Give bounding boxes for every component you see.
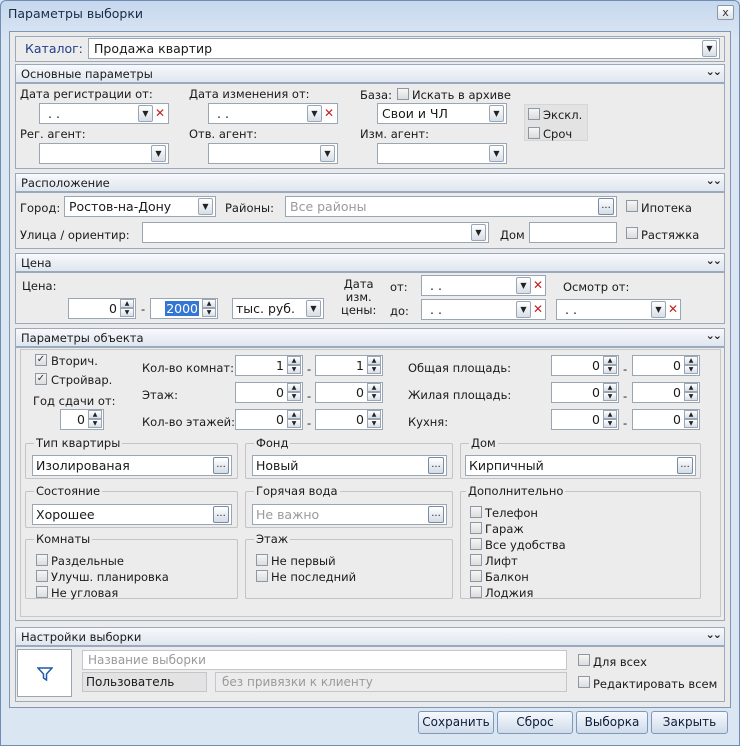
close-button[interactable]: Закрыть bbox=[651, 711, 728, 734]
search-archive-checkbox[interactable] bbox=[397, 88, 409, 100]
base-select[interactable] bbox=[377, 103, 507, 124]
catalog-value: Продажа квартир bbox=[94, 41, 213, 56]
inspect-date-value: . . bbox=[565, 302, 577, 317]
stretch-label: Растяжка bbox=[641, 228, 700, 242]
construction-label: Стройвар. bbox=[51, 373, 113, 387]
resp-agent-select[interactable] bbox=[208, 143, 338, 164]
client-binding-field[interactable] bbox=[215, 672, 567, 692]
section-title-basic: Основные параметры bbox=[21, 67, 153, 81]
year-value: 0 bbox=[77, 412, 85, 427]
calendar-dropdown-icon[interactable]: ▼ bbox=[307, 105, 322, 122]
price-date-from-value: . . bbox=[430, 278, 442, 293]
filter-button[interactable] bbox=[17, 649, 72, 697]
ellipsis-button[interactable]: ... bbox=[598, 198, 614, 215]
city-value: Ростов-на-Дону bbox=[69, 199, 172, 214]
spinner-icon[interactable]: ▲ ▼ bbox=[684, 383, 698, 402]
lift-checkbox[interactable] bbox=[470, 554, 482, 566]
price-to-input[interactable] bbox=[150, 298, 218, 319]
secondary-checkbox[interactable]: ✓ bbox=[36, 354, 46, 365]
edit-all-label: Редактировать всем bbox=[593, 677, 718, 691]
chevron-down-icon[interactable]: ▼ bbox=[198, 198, 213, 215]
title-bar[interactable] bbox=[0, 0, 740, 28]
year-input[interactable] bbox=[60, 409, 104, 430]
extra-item: Телефон bbox=[485, 506, 538, 520]
kitchen-from-input[interactable] bbox=[551, 409, 619, 430]
floor-group-label: Этаж bbox=[256, 532, 289, 546]
not-last-checkbox[interactable] bbox=[256, 570, 268, 582]
price-date-to-field[interactable] bbox=[421, 299, 546, 320]
total-from-input[interactable] bbox=[551, 355, 619, 376]
spinner-icon[interactable]: ▲ ▼ bbox=[287, 356, 301, 375]
inspect-date-field[interactable] bbox=[556, 299, 681, 320]
rooms-option: Раздельные bbox=[51, 554, 124, 568]
spinner-icon[interactable]: ▲ ▼ bbox=[367, 356, 381, 375]
kitchen-to-input[interactable] bbox=[632, 409, 700, 430]
chevron-down-icon[interactable]: ▼ bbox=[471, 224, 486, 241]
range-dash: - bbox=[141, 302, 146, 316]
base-value: Свои и ЧЛ bbox=[382, 106, 448, 121]
clear-icon[interactable]: ✕ bbox=[532, 302, 544, 316]
spinner-icon[interactable]: ▲ ▼ bbox=[367, 410, 381, 429]
flat-type-label: Тип квартиры bbox=[36, 436, 121, 450]
catalog-label: Каталог: bbox=[25, 41, 83, 56]
section-title-object: Параметры объекта bbox=[21, 331, 144, 345]
extra-item: Все удобства bbox=[485, 538, 566, 552]
section-title-location: Расположение bbox=[21, 176, 110, 190]
chevron-down-icon[interactable]: ▼ bbox=[320, 145, 335, 162]
floors-to-value: 0 bbox=[356, 412, 364, 427]
extra-item: Балкон bbox=[485, 570, 529, 584]
reg-agent-label: Рег. агент: bbox=[20, 127, 86, 141]
living-to-input[interactable] bbox=[632, 382, 700, 403]
floor-from-value: 0 bbox=[276, 385, 284, 400]
currency-select[interactable] bbox=[232, 298, 324, 319]
not-first-checkbox[interactable] bbox=[256, 554, 268, 566]
selection-name-input[interactable] bbox=[82, 650, 567, 670]
base-label: База: bbox=[360, 88, 392, 102]
collapse-chevron-icon[interactable]: ⌄⌄ bbox=[705, 628, 720, 641]
secondary-label: Вторич. bbox=[51, 354, 98, 368]
hot-water-field[interactable] bbox=[252, 504, 447, 525]
window-title: Параметры выборки bbox=[8, 6, 144, 21]
section-header-basic[interactable] bbox=[15, 64, 725, 83]
exclusive-checkbox[interactable] bbox=[528, 108, 540, 120]
collapse-chevron-icon[interactable]: ⌄⌄ bbox=[705, 254, 720, 267]
price-change-date-label: Дата изм. цены: bbox=[341, 277, 377, 317]
floor-group bbox=[245, 539, 453, 599]
spinner-icon[interactable]: ▲ ▼ bbox=[88, 410, 102, 429]
extra-item: Лоджия bbox=[485, 586, 534, 600]
total-to-value: 0 bbox=[673, 358, 681, 373]
chevron-down-icon[interactable]: ▼ bbox=[702, 40, 717, 57]
ellipsis-button[interactable]: ... bbox=[677, 457, 693, 474]
hot-water-placeholder: Не важно bbox=[256, 507, 320, 522]
floor-option: Не последний bbox=[271, 570, 357, 584]
fund-label: Фонд bbox=[256, 436, 289, 450]
rooms-label: Кол-во комнат: bbox=[142, 361, 234, 375]
calendar-dropdown-icon[interactable]: ▼ bbox=[138, 105, 153, 122]
rooms-from-input[interactable] bbox=[235, 355, 303, 376]
ellipsis-button[interactable]: ... bbox=[428, 506, 444, 523]
reg-date-label: Дата регистрации от: bbox=[20, 87, 153, 101]
currency-value: тыс. руб. bbox=[236, 301, 295, 316]
floor-to-input[interactable] bbox=[315, 382, 383, 403]
chg-agent-select[interactable] bbox=[377, 143, 507, 164]
house-input[interactable] bbox=[529, 222, 617, 243]
house-type-value: Кирпичный bbox=[469, 458, 544, 473]
calendar-dropdown-icon[interactable]: ▼ bbox=[651, 301, 666, 318]
selection-name-placeholder: Название выборки bbox=[88, 653, 206, 667]
rooms-from-value: 1 bbox=[276, 358, 284, 373]
rooms-option: Не угловая bbox=[51, 586, 119, 600]
chevron-down-icon[interactable]: ▼ bbox=[306, 300, 321, 317]
amenities-checkbox[interactable] bbox=[470, 538, 482, 550]
reg-date-field[interactable] bbox=[39, 103, 169, 124]
range-dash: - bbox=[623, 416, 628, 430]
clear-icon[interactable]: ✕ bbox=[532, 278, 544, 292]
section-header-settings[interactable] bbox=[15, 627, 725, 646]
collapse-chevron-icon[interactable]: ⌄⌄ bbox=[705, 65, 720, 78]
floor-option: Не первый bbox=[271, 554, 336, 568]
filter-icon bbox=[37, 666, 53, 682]
section-header-object[interactable] bbox=[15, 328, 725, 347]
living-area-label: Жилая площадь: bbox=[408, 388, 512, 402]
not-corner-checkbox[interactable] bbox=[36, 586, 48, 598]
flat-type-field[interactable] bbox=[32, 455, 232, 476]
spinner-icon[interactable]: ▲ ▼ bbox=[603, 383, 617, 402]
client-binding-placeholder: без привязки к клиенту bbox=[222, 675, 373, 689]
garage-checkbox[interactable] bbox=[470, 522, 482, 534]
section-title-settings: Настройки выборки bbox=[21, 630, 142, 644]
rooms-group-label: Комнаты bbox=[36, 532, 91, 546]
mortgage-label: Ипотека bbox=[641, 201, 692, 215]
total-area-label: Общая площадь: bbox=[408, 361, 511, 375]
urgent-label: Сроч bbox=[543, 127, 573, 141]
house-label: Дом bbox=[500, 228, 525, 242]
flat-type-value: Изолированая bbox=[36, 458, 130, 473]
chevron-down-icon[interactable]: ▼ bbox=[489, 145, 504, 162]
range-dash: - bbox=[307, 362, 312, 376]
clear-icon[interactable]: ✕ bbox=[154, 106, 166, 120]
construction-checkbox[interactable]: ✓ bbox=[36, 373, 46, 384]
range-dash: - bbox=[307, 389, 312, 403]
street-select[interactable] bbox=[142, 222, 489, 243]
districts-placeholder: Все районы bbox=[290, 199, 367, 214]
floor-from-input[interactable] bbox=[235, 382, 303, 403]
price-to-value: 2000 bbox=[166, 301, 198, 316]
for-all-checkbox[interactable] bbox=[578, 654, 590, 666]
catalog-select[interactable] bbox=[88, 38, 720, 59]
ellipsis-button[interactable]: ... bbox=[213, 457, 229, 474]
phone-checkbox[interactable] bbox=[470, 506, 482, 518]
section-title-price: Цена bbox=[21, 256, 52, 270]
extra-item: Лифт bbox=[485, 554, 518, 568]
state-label: Состояние bbox=[36, 484, 101, 498]
spinner-icon[interactable]: ▲ ▼ bbox=[120, 299, 134, 318]
collapse-chevron-icon[interactable]: ⌄⌄ bbox=[705, 329, 720, 342]
spinner-icon[interactable]: ▲ ▼ bbox=[603, 356, 617, 375]
floor-to-value: 0 bbox=[356, 385, 364, 400]
range-dash: - bbox=[307, 416, 312, 430]
ellipsis-button[interactable]: ... bbox=[213, 506, 229, 523]
range-dash: - bbox=[623, 362, 628, 376]
living-from-value: 0 bbox=[592, 385, 600, 400]
spinner-icon[interactable]: ▲ ▼ bbox=[367, 383, 381, 402]
price-date-to-value: . . bbox=[430, 302, 442, 317]
edit-all-checkbox[interactable] bbox=[578, 676, 590, 688]
for-all-label: Для всех bbox=[593, 655, 647, 669]
resp-agent-label: Отв. агент: bbox=[189, 127, 258, 141]
ellipsis-button[interactable]: ... bbox=[428, 457, 444, 474]
change-date-field[interactable] bbox=[208, 103, 338, 124]
spinner-icon[interactable]: ▲ ▼ bbox=[603, 410, 617, 429]
chg-agent-label: Изм. агент: bbox=[360, 127, 429, 141]
clear-icon[interactable]: ✕ bbox=[667, 302, 679, 316]
price-to-label: до: bbox=[390, 304, 409, 318]
total-to-input[interactable] bbox=[632, 355, 700, 376]
living-to-value: 0 bbox=[673, 385, 681, 400]
improved-layout-checkbox[interactable] bbox=[36, 570, 48, 582]
spinner-icon[interactable]: ▲ ▼ bbox=[684, 410, 698, 429]
floors-from-value: 0 bbox=[276, 412, 284, 427]
section-header-price[interactable] bbox=[15, 253, 725, 272]
clear-icon[interactable]: ✕ bbox=[323, 106, 335, 120]
separate-rooms-checkbox[interactable] bbox=[36, 554, 48, 566]
city-label: Город: bbox=[20, 201, 61, 215]
floor-label: Этаж: bbox=[142, 388, 179, 402]
spinner-icon[interactable]: ▲ ▼ bbox=[287, 410, 301, 429]
kitchen-label: Кухня: bbox=[408, 415, 449, 429]
rooms-to-value: 1 bbox=[356, 358, 364, 373]
spinner-icon[interactable]: ▲ ▼ bbox=[202, 299, 216, 318]
state-field[interactable] bbox=[32, 504, 232, 525]
chevron-down-icon[interactable]: ▼ bbox=[489, 105, 504, 122]
reg-agent-select[interactable] bbox=[39, 143, 169, 164]
year-label: Год сдачи от: bbox=[33, 394, 116, 408]
loggia-checkbox[interactable] bbox=[470, 586, 482, 598]
calendar-dropdown-icon[interactable]: ▼ bbox=[516, 277, 531, 294]
user-label: Пользователь bbox=[86, 675, 175, 689]
exclusive-label: Экскл. bbox=[543, 108, 583, 122]
rooms-to-input[interactable] bbox=[315, 355, 383, 376]
urgent-checkbox[interactable] bbox=[528, 127, 540, 139]
save-button[interactable]: Сохранить bbox=[418, 711, 494, 734]
fund-value: Новый bbox=[256, 458, 299, 473]
collapse-chevron-icon[interactable]: ⌄⌄ bbox=[705, 174, 720, 187]
user-label-box bbox=[82, 672, 207, 692]
change-date-label: Дата изменения от: bbox=[189, 87, 310, 101]
stretch-checkbox[interactable] bbox=[626, 227, 638, 239]
reset-button[interactable]: Сброс bbox=[497, 711, 573, 734]
search-archive-label: Искать в архиве bbox=[412, 88, 511, 102]
rooms-option: Улучш. планировка bbox=[51, 570, 169, 584]
floors-to-input[interactable] bbox=[315, 409, 383, 430]
extra-label: Дополнительно bbox=[468, 484, 564, 498]
spinner-icon[interactable]: ▲ ▼ bbox=[684, 356, 698, 375]
hot-water-label: Горячая вода bbox=[256, 484, 338, 498]
kitchen-from-value: 0 bbox=[592, 412, 600, 427]
balcony-checkbox[interactable] bbox=[470, 570, 482, 582]
chevron-down-icon[interactable]: ▼ bbox=[151, 145, 166, 162]
mortgage-checkbox[interactable] bbox=[626, 200, 638, 212]
price-from-label: от: bbox=[390, 280, 408, 294]
price-label: Цена: bbox=[22, 279, 57, 293]
floors-label: Кол-во этажей: bbox=[142, 415, 236, 429]
house-type-label: Дом bbox=[471, 436, 496, 450]
price-date-from-field[interactable] bbox=[421, 275, 546, 296]
spinner-icon[interactable]: ▲ ▼ bbox=[287, 383, 301, 402]
calendar-dropdown-icon[interactable]: ▼ bbox=[516, 301, 531, 318]
districts-field[interactable] bbox=[285, 196, 617, 217]
reg-date-value: . . bbox=[48, 106, 60, 121]
select-button[interactable]: Выборка bbox=[576, 711, 648, 734]
house-type-field[interactable] bbox=[465, 455, 696, 476]
change-date-value: . . bbox=[217, 106, 229, 121]
state-value: Хорошее bbox=[36, 507, 95, 522]
extra-item: Гараж bbox=[485, 522, 524, 536]
living-from-input[interactable] bbox=[551, 382, 619, 403]
range-dash: - bbox=[623, 389, 628, 403]
fund-field[interactable] bbox=[252, 455, 447, 476]
floors-from-input[interactable] bbox=[235, 409, 303, 430]
city-select[interactable] bbox=[64, 196, 216, 217]
districts-label: Районы: bbox=[225, 201, 274, 215]
total-from-value: 0 bbox=[592, 358, 600, 373]
close-window-button[interactable]: x bbox=[717, 5, 734, 20]
section-header-location[interactable] bbox=[15, 173, 725, 192]
price-from-value: 0 bbox=[109, 301, 117, 316]
price-from-input[interactable] bbox=[68, 298, 136, 319]
kitchen-to-value: 0 bbox=[673, 412, 681, 427]
inspect-label: Осмотр от: bbox=[563, 280, 630, 294]
street-label: Улица / ориентир: bbox=[20, 228, 130, 242]
